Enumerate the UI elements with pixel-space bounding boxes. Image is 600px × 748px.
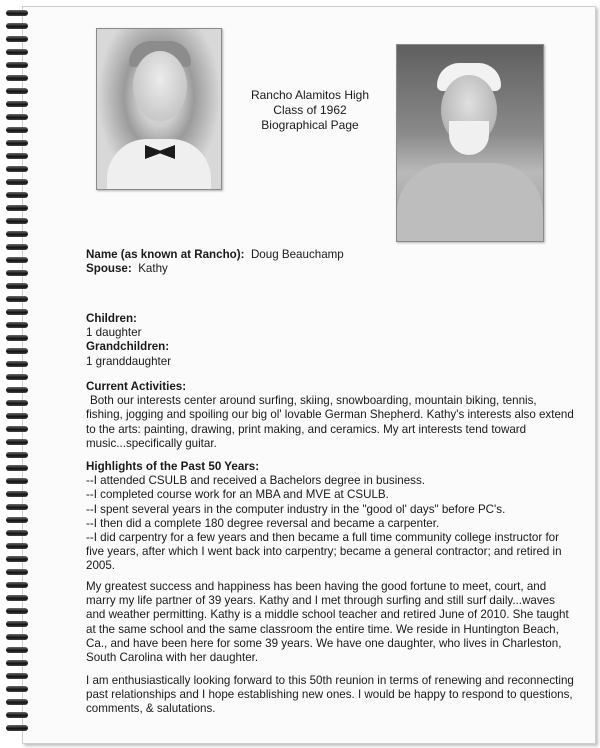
highlight-item: --I attended CSULB and received a Bachelors degree in business.	[86, 474, 425, 488]
photo-shirt	[397, 163, 543, 241]
spiral-coil	[6, 153, 28, 159]
spiral-coil	[6, 452, 28, 458]
highlights-label: Highlights of the Past 50 Years:	[86, 460, 260, 473]
grandchildren-label: Grandchildren:	[86, 340, 170, 354]
highlight-item: --I then did a complete 180 degree reversal and became a carpenter.	[86, 516, 440, 530]
spiral-coil	[6, 634, 28, 640]
spiral-coil	[6, 205, 28, 211]
spiral-coil	[6, 686, 28, 692]
school-name: Rancho Alamitos High	[250, 88, 370, 102]
spiral-coil	[6, 387, 28, 393]
spiral-coil	[6, 400, 28, 406]
spouse-label: Spouse:	[86, 262, 132, 276]
spiral-coil	[6, 439, 28, 445]
paragraph-text: I am enthusiastically looking forward to this 50th reunion in terms of renewing and reconnecting past relationships and I hope establishing new ones. I would be happy to respond to questions, comments, & salutations.	[86, 674, 574, 716]
current-photo	[396, 44, 544, 242]
spiral-coil	[6, 426, 28, 432]
spiral-coil	[6, 517, 28, 523]
spiral-coil	[6, 608, 28, 614]
spiral-coil	[6, 322, 28, 328]
spouse-value: Kathy	[138, 262, 168, 276]
spiral-coil	[6, 10, 28, 16]
photo-shirt	[107, 139, 211, 189]
spiral-coil	[6, 374, 28, 380]
spiral-coil	[6, 101, 28, 107]
spiral-coil	[6, 725, 28, 731]
spiral-coil	[6, 673, 28, 679]
spiral-binding	[6, 10, 30, 740]
name-label: Name (as known at Rancho):	[86, 248, 245, 261]
class-year: Class of 1962	[273, 103, 347, 117]
highlight-item: --I completed course work for an MBA and MVE at CSULB.	[86, 488, 389, 502]
spiral-coil	[6, 621, 28, 627]
highlights-section	[86, 460, 576, 574]
spiral-coil	[6, 530, 28, 536]
spiral-coil	[6, 75, 28, 81]
spiral-coil	[6, 166, 28, 172]
spiral-coil	[6, 231, 28, 237]
spiral-coil	[6, 270, 28, 276]
spiral-coil	[6, 36, 28, 42]
spiral-coil	[6, 88, 28, 94]
spiral-coil	[6, 361, 28, 367]
spiral-coil	[6, 296, 28, 302]
family-section	[86, 312, 576, 369]
spiral-coil	[6, 179, 28, 185]
name-section	[86, 248, 576, 276]
spiral-coil	[6, 413, 28, 419]
highlight-item: --I spent several years in the computer industry in the "good ol' days" before PC's.	[86, 502, 506, 516]
spiral-coil	[6, 647, 28, 653]
spiral-coil	[6, 192, 28, 198]
photo-beard	[449, 121, 489, 155]
spiral-coil	[6, 257, 28, 263]
spiral-coil	[6, 62, 28, 68]
spiral-coil	[6, 335, 28, 341]
children-value: 1 daughter	[86, 326, 142, 340]
spiral-coil	[6, 660, 28, 666]
activities-text: Both our interests center around surfing, skiing, snowboarding, mountain biking, tennis, fishing, jogging and spoiling our big ol' lovable German Shepherd. Kathy's interests also extend to the arts: painting, drawing, print making, and ceramics. My art interests tend toward music...specifically guitar.	[86, 394, 574, 450]
spiral-coil	[6, 283, 28, 289]
story-paragraph	[86, 580, 576, 665]
spiral-coil	[6, 491, 28, 497]
spiral-coil	[6, 348, 28, 354]
spiral-coil	[6, 218, 28, 224]
children-label: Children:	[86, 312, 137, 325]
spiral-coil	[6, 478, 28, 484]
paragraph-text: My greatest success and happiness has been having the good fortune to meet, court, and marry my life partner of 39 years. Kathy and I met through surfing and still surf daily...waves and weather permitting. Kathy is a middle school teacher and retired June of 2010. She taught at the same school and the same classroom the entire time. We reside in Huntington Beach, Ca., and have been here for some 39 years. We have one daughter, who lives in Charleston, South Carolina with her daughter.	[86, 580, 569, 665]
spiral-coil	[6, 582, 28, 588]
highlight-item: --I did carpentry for a few years and then became a full time community college instructor for five years, after which I went back into carpentry; became a general contractor; and retired in 2005.	[86, 531, 562, 573]
yearbook-photo	[96, 28, 222, 190]
photo-face	[133, 51, 187, 121]
spiral-coil	[6, 712, 28, 718]
spiral-coil	[6, 569, 28, 575]
spiral-coil	[6, 543, 28, 549]
spiral-coil	[6, 504, 28, 510]
spiral-coil	[6, 556, 28, 562]
spiral-coil	[6, 127, 28, 133]
closing-paragraph	[86, 674, 576, 717]
spiral-coil	[6, 595, 28, 601]
grandchildren-value: 1 granddaughter	[86, 354, 172, 368]
spiral-coil	[6, 309, 28, 315]
spiral-coil	[6, 244, 28, 250]
activities-section	[86, 380, 576, 451]
spiral-coil	[6, 114, 28, 120]
spiral-coil	[6, 23, 28, 29]
name-value: Doug Beauchamp	[250, 248, 344, 261]
activities-label: Current Activities:	[86, 380, 187, 393]
spiral-coil	[6, 140, 28, 146]
page-title: Biographical Page	[261, 118, 359, 132]
spiral-coil	[6, 465, 28, 471]
page-header	[236, 88, 384, 133]
spiral-coil	[6, 49, 28, 55]
spiral-coil	[6, 699, 28, 705]
